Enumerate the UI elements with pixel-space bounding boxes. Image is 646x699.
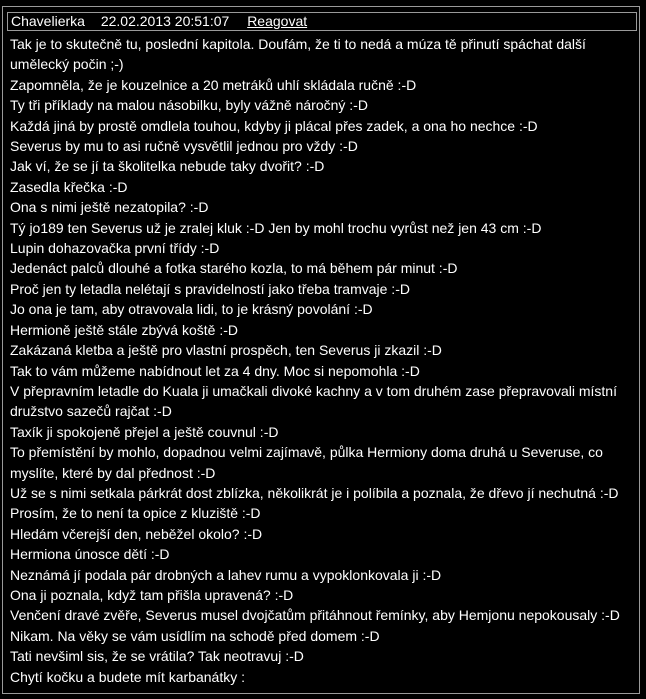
comment-line: Každá jiná by prostě omdlela touhou, kdyby ji plácal přes zadek, a ona ho nechce :-D bbox=[10, 117, 538, 134]
comment-line: Jak ví, že se jí ta školitelka nebude taky dvořit? :-D bbox=[10, 158, 325, 175]
comment-line: Ona s nimi ještě nezatopila? :-D bbox=[10, 199, 209, 216]
comment-line: Chytí kočku a budete mít karbanátky : bbox=[10, 668, 246, 685]
comment-line: Tý jo189 ten Severus už je zralej kluk :-D Jen by mohl trochu vyrůst než jen 43 cm :-D bbox=[10, 219, 542, 236]
comment-line: Zasedla křečka :-D bbox=[10, 178, 128, 195]
comment-line: Taxík ji spokojeně přejel a ještě couvnul :-D bbox=[10, 423, 279, 440]
comment-line: Nikam. Na věky se vám usídlím na schodě před domem :-D bbox=[10, 627, 380, 644]
comment-datetime: 22.02.2013 20:51:07 bbox=[100, 13, 230, 29]
comment-line: Hledám včerejší den, neběžel okolo? :-D bbox=[10, 525, 263, 542]
comment-line: Jo ona je tam, aby otravovala lidi, to je krásný povolání :-D bbox=[10, 301, 373, 318]
comment-line: V přepravním letadle do Kuala ji umačkali divoké kachny a v tom druhém zase přepravovali místní družstvo sazečů rajčat :-D bbox=[10, 382, 617, 420]
comment-line: Neznámá jí podala pár drobných a lahev rumu a vypoklonkovala ji :-D bbox=[10, 566, 442, 583]
comment-header bbox=[7, 12, 637, 31]
comment-author: Chavelierka bbox=[11, 13, 85, 29]
comment-line: Severus by mu to asi ručně vysvětlil jednou pro vždy :-D bbox=[10, 138, 358, 155]
comment-line: Hermiona únosce dětí :-D bbox=[10, 546, 170, 563]
comment-line: Tak to vám můžeme nabídnout let za 4 dny. Moc si nepomohla :-D bbox=[10, 362, 420, 379]
comment-line: Proč jen ty letadla nelétají s pravidelností jako třeba tramvaje :-D bbox=[10, 280, 410, 297]
comment-line: Hermioně ještě stále zbývá koště :-D bbox=[10, 321, 238, 338]
comment-line: Ty tři příklady na malou násobilku, byly vážně náročný :-D bbox=[10, 97, 368, 114]
comment-line: Jedenáct palců dlouhé a fotka starého kozla, to má během pár minut :-D bbox=[10, 260, 458, 277]
comment-line: Tak je to skutečně tu, poslední kapitola. Doufám, že ti to nedá a múza tě přinutí spáchat další umělecký počin ;-) bbox=[10, 36, 586, 73]
comment-line: Lupin dohazovačka první třídy :-D bbox=[10, 240, 220, 257]
reply-link[interactable]: Reagovat bbox=[247, 13, 308, 29]
comment-line: To přemístění by mohlo, dopadnou velmi zajímavě, půlka Hermiony doma druhá u Severuse, co myslíte, které by dal přednost :-D bbox=[10, 444, 603, 481]
comment-box bbox=[2, 6, 640, 694]
comment-body bbox=[10, 34, 636, 687]
comment-line: Zakázaná kletba a ještě pro vlastní prospěch, ten Severus ji zkazil :-D bbox=[10, 342, 442, 359]
comment-line: Ona ji poznala, když tam přišla upravená? :-D bbox=[10, 586, 294, 603]
comment-line: Zapomněla, že je kouzelnice a 20 metráků uhlí skládala ručně :-D bbox=[10, 76, 417, 93]
comment-line: Tati nevšiml sis, že se vrátila? Tak neotravuj :-D bbox=[10, 648, 304, 665]
comment-line: Prosím, že to není ta opice z kluziště :-D bbox=[10, 505, 261, 522]
comment-line: Venčení dravé zvěře, Severus musel dvojčatům přitáhnout řemínky, aby Hemjonu nepokousaly :-D bbox=[10, 607, 620, 624]
comment-line: Už se s nimi setkala párkrát dost zblízka, několikrát je i políbila a poznala, že dřevo jí nechutná :-D bbox=[10, 484, 619, 501]
